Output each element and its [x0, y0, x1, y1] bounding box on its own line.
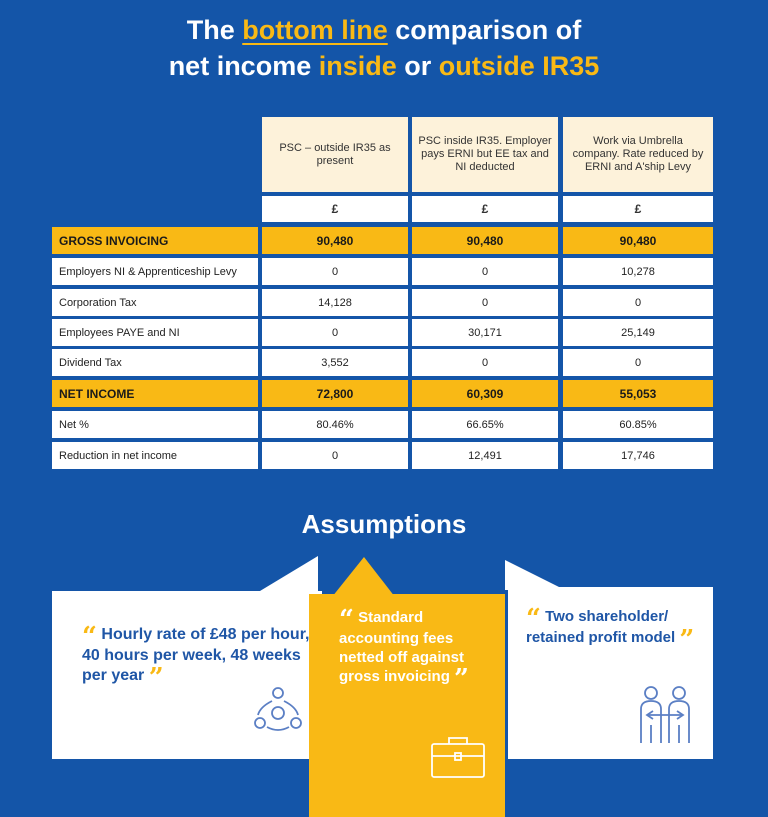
- open-quote-icon: “: [526, 604, 541, 634]
- table-cell: 0: [262, 442, 408, 469]
- title-text: net income: [168, 51, 319, 81]
- table-cell: 25,149: [563, 319, 713, 346]
- open-quote-icon: “: [339, 605, 354, 635]
- table-cell: 0: [262, 258, 408, 285]
- title-highlight-outside: outside IR35: [438, 51, 600, 81]
- title-text: comparison of: [387, 15, 582, 45]
- column-header-psc-outside: PSC – outside IR35 as present: [262, 117, 408, 192]
- bubble-tail-center: [332, 557, 395, 597]
- table-cell: 0: [563, 289, 713, 316]
- table-cell: 72,800: [262, 380, 408, 407]
- table-cell: 0: [412, 349, 558, 376]
- table-cell: 12,491: [412, 442, 558, 469]
- open-quote-icon: “: [82, 622, 97, 652]
- table-cell: 0: [563, 349, 713, 376]
- table-cell: 30,171: [412, 319, 558, 346]
- table-cell: 90,480: [262, 227, 408, 254]
- title-text: or: [396, 51, 439, 81]
- close-quote-icon: ”: [454, 664, 469, 694]
- row-label: GROSS INVOICING: [52, 227, 258, 254]
- row-label: Corporation Tax: [52, 289, 258, 316]
- assumption-text: Two shareholder/ retained profit model: [526, 608, 676, 646]
- shareholders-icon: [633, 685, 697, 745]
- bubble-tail-left: [255, 556, 318, 594]
- bubble-tail-right: [505, 560, 565, 590]
- row-label: NET INCOME: [52, 380, 258, 407]
- assumptions-heading: Assumptions: [301, 509, 467, 539]
- table-cell: 60.85%: [563, 411, 713, 438]
- unit-cell: £: [563, 196, 713, 222]
- unit-cell: £: [412, 196, 558, 222]
- row-label: Dividend Tax: [52, 349, 258, 376]
- assumption-card-shareholder: [508, 587, 713, 759]
- table-cell: 90,480: [412, 227, 558, 254]
- people-network-icon: [250, 683, 306, 735]
- row-label: Employers NI & Apprenticeship Levy: [52, 258, 258, 285]
- table-cell: 80.46%: [262, 411, 408, 438]
- row-label: Reduction in net income: [52, 442, 258, 469]
- table-cell: 17,746: [563, 442, 713, 469]
- table-cell: 10,278: [563, 258, 713, 285]
- column-header-psc-inside: PSC inside IR35. Employer pays ERNI but EE tax and NI deducted: [412, 117, 558, 192]
- table-cell: 3,552: [262, 349, 408, 376]
- table-cell: 90,480: [563, 227, 713, 254]
- table-cell: 14,128: [262, 289, 408, 316]
- column-header-umbrella: Work via Umbrella company. Rate reduced by ERNI and A'ship Levy: [563, 117, 713, 192]
- table-cell: 0: [412, 289, 558, 316]
- title-text: The: [186, 15, 243, 45]
- table-cell: 55,053: [563, 380, 713, 407]
- close-quote-icon: ”: [148, 663, 164, 693]
- table-cell: 0: [262, 319, 408, 346]
- unit-cell: £: [262, 196, 408, 222]
- title-highlight-bottom-line: bottom line: [242, 15, 388, 45]
- assumption-card-hourly-rate: [52, 591, 322, 759]
- close-quote-icon: ”: [679, 625, 695, 655]
- row-label: Employees PAYE and NI: [52, 319, 258, 346]
- table-cell: 0: [412, 258, 558, 285]
- table-cell: 60,309: [412, 380, 558, 407]
- table-cell: 66.65%: [412, 411, 558, 438]
- assumption-text: Hourly rate of £48 per hour, 40 hours per week, 48 weeks per year: [82, 626, 310, 684]
- assumption-card-accounting-fees: [309, 594, 505, 817]
- title-highlight-inside: inside: [318, 51, 397, 81]
- assumption-text: Standard accounting fees netted off against gross invoicing: [339, 609, 465, 685]
- row-label: Net %: [52, 411, 258, 438]
- briefcase-icon: [429, 734, 487, 780]
